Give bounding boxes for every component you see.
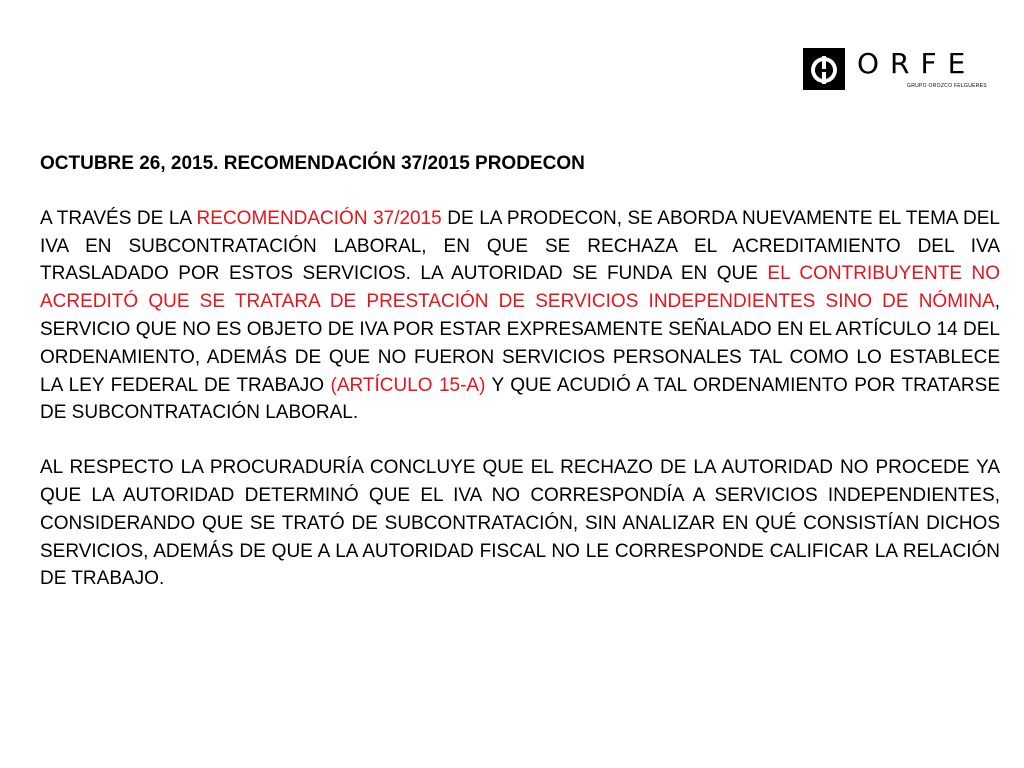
orfe-logo [803,46,987,96]
logo-subtitle: GRUPO OROZCO FELGUERES [907,83,987,89]
paragraph1-text-2: DE LA PRODECON, SE ABORDA NUEVAMENTE EL TEMA DEL IVA EN SUBCONTRATACIÓN LABORAL, EN QUE SE RECHAZA EL ACREDITAMIENTO DEL IVA TRASLADADO POR ESTOS SERVICIOS. LA AUTORIDAD SE FUNDA EN QUE [40,207,1000,285]
paragraph1-text-1: A TRAVÉS DE LA [40,207,197,229]
paragraph-conclusion: AL RESPECTO LA PROCURADURÍA CONCLUYE QUE EL RECHAZO DE LA AUTORIDAD NO PROCEDE YA QUE LA AUTORIDAD DETERMINÓ QUE EL IVA NO CORRESPONDÍA A SERVICIOS INDEPENDIENTES, CONSIDERANDO QUE SE TRATÓ DE SUBCONTRATACIÓN, SIN ANALIZAR EN QUÉ CONSISTÍAN DICHOS SERVICIOS, ADEMÁS DE QUE A LA AUTORIDAD FISCAL NO LE CORRESPONDE CALIFICAR LA RELACIÓN DE TRABAJO. [40,457,1000,590]
document-body [40,150,1000,593]
logo-wordmark: ORFE [857,47,977,80]
highlight-contributor-claim: EL CONTRIBUYENTE NO ACREDITÓ QUE SE TRATARA DE PRESTACIÓN DE SERVICIOS INDEPENDIENTES SINO DE NÓMINA [40,263,1000,313]
paragraph1-text-3: , SERVICIO QUE NO ES OBJETO DE IVA POR ESTAR EXPRESAMENTE SEÑALADO EN EL ARTÍCULO 14 DEL ORDENAMIENTO, ADEMÁS DE QUE NO FUERON SERVICIOS PERSONALES TAL COMO LO ESTABLECE LA LEY FEDERAL DE TRABAJO [40,291,1000,396]
paragraph1-text-4: Y QUE ACUDIÓ A TAL ORDENAMIENTO POR TRATARSE DE SUBCONTRATACIÓN LABORAL. [40,374,1000,424]
orfe-logo-mark-icon [803,48,845,90]
highlight-recommendation-number: RECOMENDACIÓN 37/2015 [196,207,442,229]
paragraph-recommendation [40,205,1000,427]
highlight-article-reference: (ARTÍCULO 15-A) [330,374,486,396]
document-title: OCTUBRE 26, 2015. RECOMENDACIÓN 37/2015 PRODECON [40,153,585,174]
